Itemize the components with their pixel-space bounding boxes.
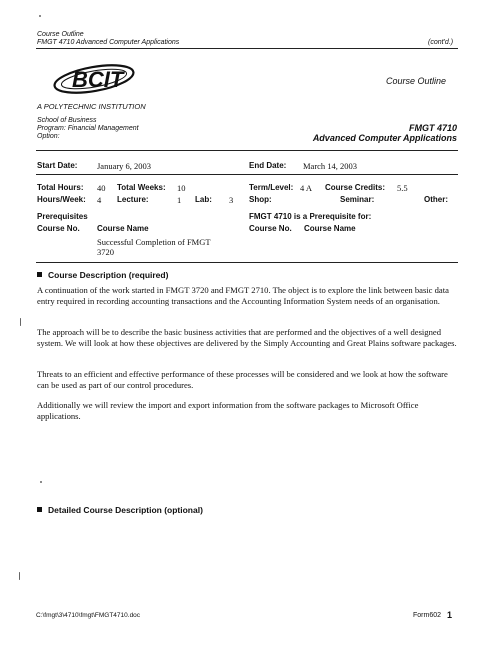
lab-label: Lab: [195,195,212,204]
term-level-value: 4 A [300,183,313,193]
start-date-value: January 6, 2003 [97,161,152,171]
lecture-value: 1 [177,195,182,205]
header-line1: Course Outline [37,31,84,38]
total-weeks-value: 10 [177,183,186,193]
section-rule-3 [36,262,458,263]
header-line2: FMGT 4710 Advanced Computer Applications [37,39,180,46]
description-paragraph-1: A continuation of the work started in FMGT 3720 and FMGT 2710. The object is to explore the link between basic data entry required in recording accounting transactions and the Accounting Information System needs of an organisation. [37,285,449,306]
logo-tagline: A POLYTECHNIC INSTITUTION [37,102,146,111]
footer-file-path: C:\fmgt\3\4710\fmgt\FMGT4710.doc [36,612,141,619]
scan-speck [20,318,21,326]
other-label: Other: [424,195,448,204]
footer-page-number: 1 [447,610,453,620]
lab-value: 3 [229,195,234,205]
prereq-course-name-header: Course Name [97,224,149,233]
bullet-icon [37,272,42,277]
doc-type: Course Outline [386,76,447,86]
course-description-heading: Course Description (required) [37,270,168,280]
total-hours-label: Total Hours: [37,183,84,192]
prereq-for-course-name-header: Course Name [304,224,356,233]
course-credits-value: 5.5 [397,183,408,193]
course-credits-label: Course Credits: [325,183,386,192]
detailed-description-heading: Detailed Course Description (optional) [37,505,203,515]
course-code: FMGT 4710 [408,123,457,133]
bcit-logo-graphic [42,60,142,102]
scan-speck [40,481,42,483]
prereq-entry-line2: 3720 [97,247,114,257]
section-rule-1 [36,150,458,151]
option-label: Option: [37,133,60,140]
prereq-for-heading: FMGT 4710 is a Prerequisite for: [249,212,372,221]
end-date-label: End Date: [249,161,287,170]
prereq-for-course-no-header: Course No. [249,224,292,233]
section-rule-2 [36,174,458,175]
bullet-icon [37,507,42,512]
svg-text:BCIT: BCIT [72,67,124,92]
term-level-label: Term/Level: [249,183,294,192]
description-paragraph-3: Threats to an efficient and effective performance of these processes will be considered and we look at how the software can be used as part of our control procedures. [37,369,448,390]
total-weeks-label: Total Weeks: [117,183,166,192]
hours-week-label: Hours/Week: [37,195,86,204]
bcit-logo [42,60,142,102]
scan-speck [39,15,41,17]
prereq-course-no-header: Course No. [37,224,80,233]
start-date-label: Start Date: [37,161,78,170]
course-title: Advanced Computer Applications [312,133,457,143]
prereq-heading: Prerequisites [37,212,88,221]
hours-week-value: 4 [97,195,102,205]
school-name: School of Business [37,117,97,124]
header-rule [36,48,458,49]
lecture-label: Lecture: [117,195,149,204]
footer-form-number: Form602 [413,612,442,619]
program-name: Program: Financial Management [37,125,139,132]
description-paragraph-4: Additionally we will review the import and export information from the software packages to Microsoft Office applications. [37,400,419,421]
prereq-entry-line1: Successful Completion of FMGT [97,237,211,247]
header-contd: (cont'd.) [428,39,454,46]
description-paragraph-2: The approach will be to describe the basic business activities that are performed and the objectives of a well designed system. We will look at how these objectives are delivered by the Simply Accounting and Great Plains software packages. [37,327,457,348]
scan-speck [19,572,20,580]
end-date-value: March 14, 2003 [303,161,358,171]
seminar-label: Seminar: [340,195,375,204]
shop-label: Shop: [249,195,272,204]
total-hours-value: 40 [97,183,106,193]
